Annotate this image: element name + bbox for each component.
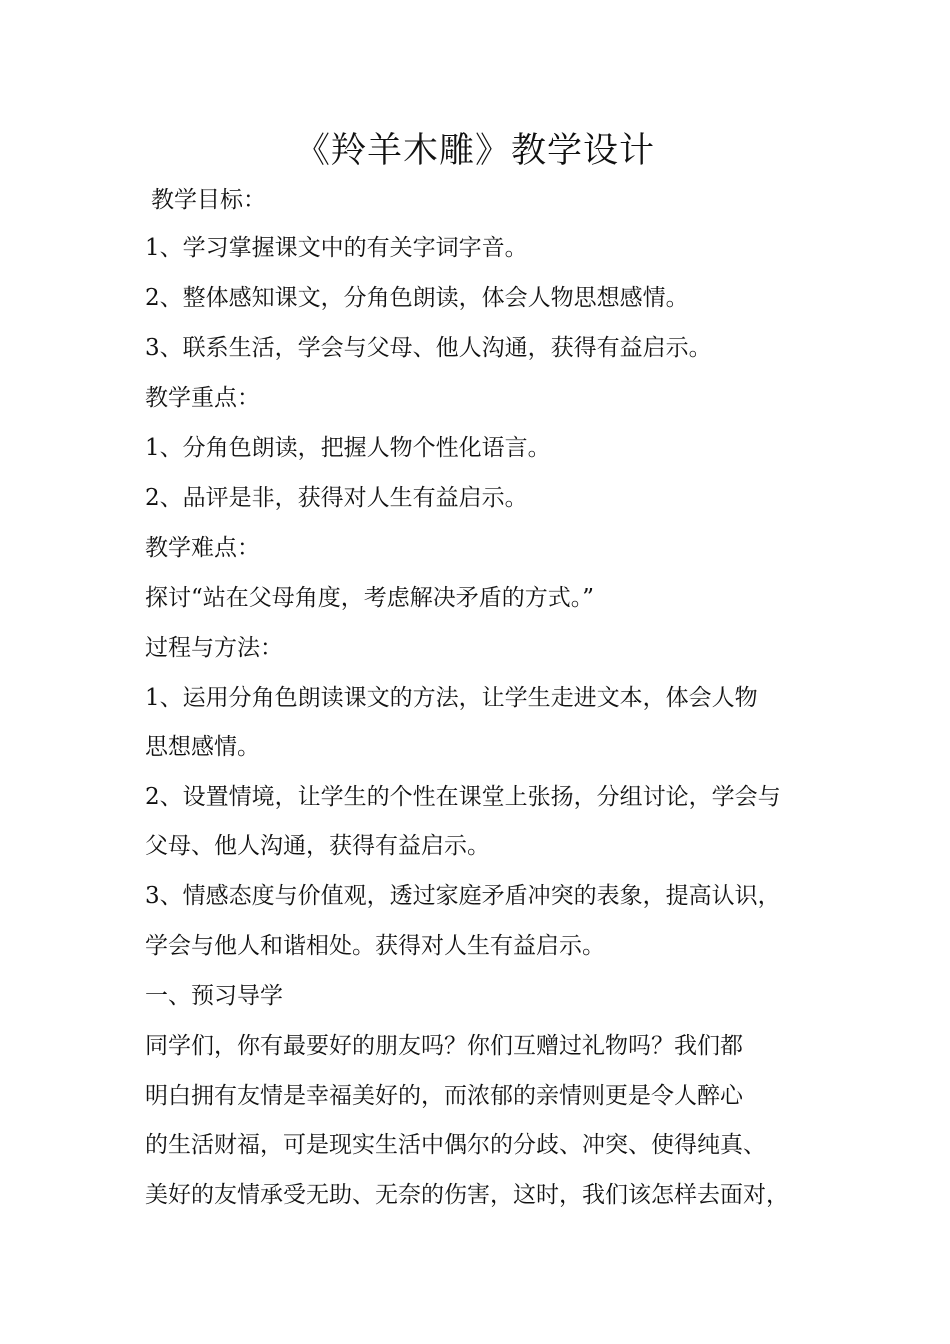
method-item-2-line-2: 父母、他人沟通，获得有益启示。 bbox=[145, 833, 490, 859]
key-point-1: 1、分角色朗读，把握人物个性化语言。 bbox=[145, 435, 551, 461]
goal-item-3: 3、联系生活，学会与父母、他人沟通，获得有益启示。 bbox=[145, 335, 712, 361]
heading-teaching-goals: 教学目标： bbox=[151, 187, 266, 213]
paragraph-line-4: 美好的友情承受无助、无奈的伤害，这时，我们该怎样去面对， bbox=[145, 1182, 789, 1208]
heading-difficulties: 教学难点： bbox=[145, 535, 260, 561]
method-item-3-line-2: 学会与他人和谐相处。获得对人生有益启示。 bbox=[145, 933, 605, 959]
paragraph-line-1: 同学们，你有最要好的朋友吗？你们互赠过礼物吗？我们都 bbox=[145, 1033, 743, 1059]
paragraph-line-2: 明白拥有友情是幸福美好的，而浓郁的亲情则更是令人醉心 bbox=[145, 1083, 743, 1109]
goal-item-2: 2、整体感知课文，分角色朗读，体会人物思想感情。 bbox=[145, 285, 689, 311]
document-title: 《羚羊木雕》教学设计 bbox=[294, 131, 655, 171]
heading-key-points: 教学重点： bbox=[145, 385, 260, 411]
goal-item-1: 1、学习掌握课文中的有关字词字音。 bbox=[145, 235, 528, 261]
section-heading-preview: 一、预习导学 bbox=[145, 983, 283, 1009]
method-item-1-line-2: 思想感情。 bbox=[145, 734, 260, 760]
difficulty-text: 探讨“站在父母角度，考虑解决矛盾的方式。” bbox=[145, 585, 595, 611]
method-item-2-line-1: 2、设置情境，让学生的个性在课堂上张扬，分组讨论，学会与 bbox=[145, 784, 781, 810]
heading-process-methods: 过程与方法： bbox=[145, 635, 283, 661]
key-point-2: 2、品评是非，获得对人生有益启示。 bbox=[145, 485, 528, 511]
paragraph-line-3: 的生活财福，可是现实生活中偶尔的分歧、冲突、使得纯真、 bbox=[145, 1132, 766, 1158]
method-item-3-line-1: 3、情感态度与价值观，透过家庭矛盾冲突的表象，提高认识， bbox=[145, 883, 781, 909]
method-item-1-line-1: 1、运用分角色朗读课文的方法，让学生走进文本，体会人物 bbox=[145, 685, 758, 711]
